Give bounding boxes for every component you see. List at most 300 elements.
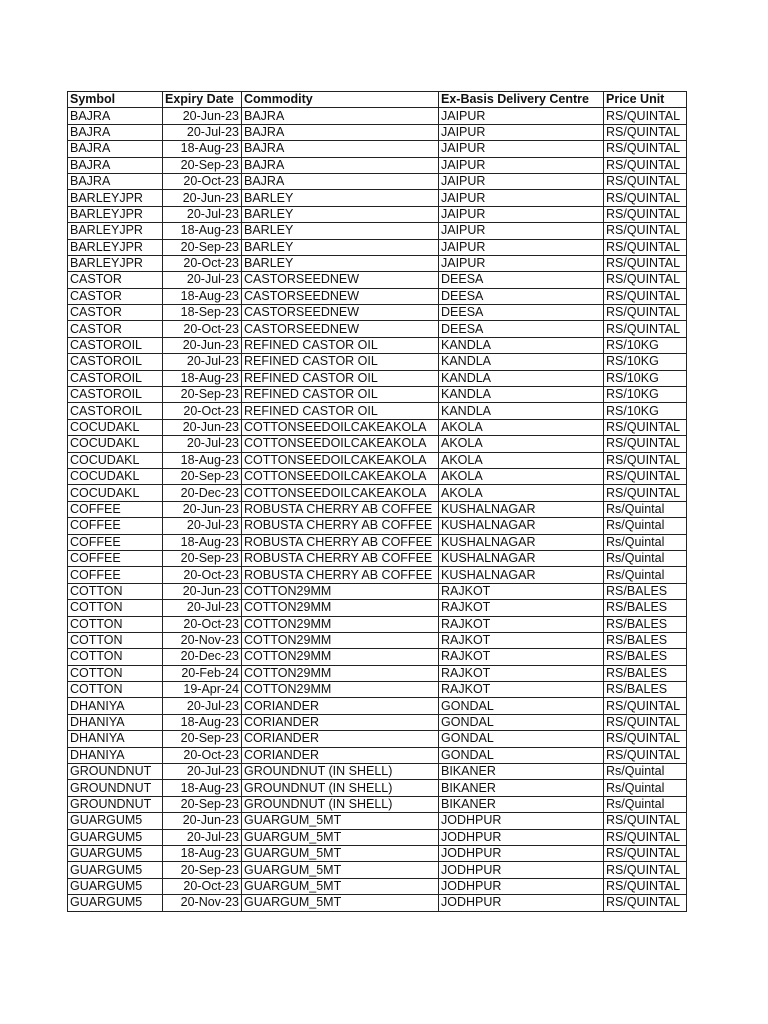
cell-delivery-centre: KANDLA: [439, 387, 604, 403]
cell-delivery-centre: KUSHALNAGAR: [439, 550, 604, 566]
cell-commodity: COTTON29MM: [242, 600, 439, 616]
cell-price-unit: RS/BALES: [604, 616, 687, 632]
table-row: [68, 370, 687, 386]
cell-expiry-date: 20-Sep-23: [163, 796, 242, 812]
cell-expiry-date: 20-Jun-23: [163, 190, 242, 206]
table-row: [68, 682, 687, 698]
cell-commodity: GUARGUM_5MT: [242, 813, 439, 829]
cell-delivery-centre: JODHPUR: [439, 895, 604, 911]
cell-symbol: COFFEE: [68, 567, 163, 583]
cell-price-unit: Rs/Quintal: [604, 796, 687, 812]
cell-commodity: CASTORSEEDNEW: [242, 272, 439, 288]
cell-expiry-date: 20-Jul-23: [163, 829, 242, 845]
table-row: [68, 108, 687, 124]
table-row: [68, 829, 687, 845]
cell-symbol: GUARGUM5: [68, 862, 163, 878]
cell-price-unit: RS/QUINTAL: [604, 272, 687, 288]
header-expiry-date: Expiry Date: [163, 92, 242, 108]
cell-commodity: CORIANDER: [242, 698, 439, 714]
cell-symbol: COFFEE: [68, 534, 163, 550]
cell-symbol: COFFEE: [68, 501, 163, 517]
table-row: [68, 173, 687, 189]
cell-commodity: COTTONSEEDOILCAKEAKOLA: [242, 485, 439, 501]
cell-expiry-date: 20-Jul-23: [163, 436, 242, 452]
cell-symbol: GUARGUM5: [68, 845, 163, 861]
cell-price-unit: Rs/Quintal: [604, 780, 687, 796]
cell-symbol: COTTON: [68, 682, 163, 698]
cell-commodity: REFINED CASTOR OIL: [242, 337, 439, 353]
cell-price-unit: RS/10KG: [604, 403, 687, 419]
cell-price-unit: RS/QUINTAL: [604, 895, 687, 911]
cell-symbol: COCUDAKL: [68, 485, 163, 501]
cell-symbol: BARLEYJPR: [68, 190, 163, 206]
cell-price-unit: RS/QUINTAL: [604, 124, 687, 140]
cell-expiry-date: 20-Jun-23: [163, 419, 242, 435]
cell-expiry-date: 20-Jul-23: [163, 600, 242, 616]
cell-expiry-date: 20-Jun-23: [163, 108, 242, 124]
cell-delivery-centre: KUSHALNAGAR: [439, 501, 604, 517]
cell-expiry-date: 20-Jun-23: [163, 501, 242, 517]
cell-symbol: BAJRA: [68, 173, 163, 189]
cell-symbol: COTTON: [68, 616, 163, 632]
header-price-unit: Price Unit: [604, 92, 687, 108]
cell-price-unit: RS/QUINTAL: [604, 419, 687, 435]
cell-delivery-centre: JODHPUR: [439, 862, 604, 878]
table-row: [68, 468, 687, 484]
cell-expiry-date: 20-Jul-23: [163, 272, 242, 288]
cell-expiry-date: 20-Oct-23: [163, 321, 242, 337]
cell-expiry-date: 20-Sep-23: [163, 387, 242, 403]
table-row: [68, 878, 687, 894]
cell-delivery-centre: JAIPUR: [439, 157, 604, 173]
cell-expiry-date: 20-Oct-23: [163, 747, 242, 763]
cell-symbol: GUARGUM5: [68, 895, 163, 911]
cell-expiry-date: 20-Sep-23: [163, 239, 242, 255]
cell-price-unit: RS/QUINTAL: [604, 288, 687, 304]
cell-commodity: ROBUSTA CHERRY AB COFFEE: [242, 501, 439, 517]
cell-commodity: CORIANDER: [242, 731, 439, 747]
cell-expiry-date: 20-Dec-23: [163, 649, 242, 665]
cell-price-unit: RS/QUINTAL: [604, 862, 687, 878]
table-row: [68, 157, 687, 173]
cell-symbol: BAJRA: [68, 124, 163, 140]
cell-commodity: COTTON29MM: [242, 665, 439, 681]
cell-expiry-date: 20-Sep-23: [163, 468, 242, 484]
table-row: [68, 223, 687, 239]
table-row: [68, 796, 687, 812]
cell-delivery-centre: JAIPUR: [439, 239, 604, 255]
cell-commodity: BARLEY: [242, 223, 439, 239]
cell-commodity: COTTON29MM: [242, 632, 439, 648]
cell-expiry-date: 20-Jul-23: [163, 698, 242, 714]
cell-delivery-centre: RAJKOT: [439, 583, 604, 599]
cell-commodity: BAJRA: [242, 141, 439, 157]
cell-delivery-centre: JODHPUR: [439, 845, 604, 861]
cell-symbol: COTTON: [68, 600, 163, 616]
table-row: [68, 141, 687, 157]
table-row: [68, 501, 687, 517]
cell-price-unit: RS/QUINTAL: [604, 747, 687, 763]
table-row: [68, 190, 687, 206]
cell-symbol: GROUNDNUT: [68, 764, 163, 780]
cell-symbol: COCUDAKL: [68, 468, 163, 484]
table-row: [68, 764, 687, 780]
cell-symbol: COTTON: [68, 632, 163, 648]
cell-expiry-date: 18-Aug-23: [163, 141, 242, 157]
cell-symbol: COTTON: [68, 665, 163, 681]
cell-commodity: ROBUSTA CHERRY AB COFFEE: [242, 518, 439, 534]
cell-price-unit: RS/QUINTAL: [604, 813, 687, 829]
cell-symbol: DHANIYA: [68, 714, 163, 730]
cell-expiry-date: 20-Nov-23: [163, 895, 242, 911]
cell-symbol: COFFEE: [68, 550, 163, 566]
table-row: [68, 698, 687, 714]
cell-delivery-centre: AKOLA: [439, 485, 604, 501]
table-row: [68, 665, 687, 681]
table-row: [68, 780, 687, 796]
cell-commodity: ROBUSTA CHERRY AB COFFEE: [242, 550, 439, 566]
cell-expiry-date: 20-Jul-23: [163, 124, 242, 140]
cell-delivery-centre: KUSHALNAGAR: [439, 518, 604, 534]
cell-delivery-centre: DEESA: [439, 288, 604, 304]
cell-expiry-date: 20-Feb-24: [163, 665, 242, 681]
cell-commodity: REFINED CASTOR OIL: [242, 354, 439, 370]
cell-symbol: CASTOROIL: [68, 337, 163, 353]
cell-symbol: CASTOROIL: [68, 387, 163, 403]
cell-price-unit: Rs/Quintal: [604, 764, 687, 780]
cell-commodity: COTTONSEEDOILCAKEAKOLA: [242, 419, 439, 435]
table-row: [68, 616, 687, 632]
cell-delivery-centre: GONDAL: [439, 698, 604, 714]
cell-delivery-centre: GONDAL: [439, 714, 604, 730]
cell-commodity: CASTORSEEDNEW: [242, 288, 439, 304]
cell-price-unit: RS/BALES: [604, 649, 687, 665]
cell-delivery-centre: RAJKOT: [439, 616, 604, 632]
cell-expiry-date: 18-Aug-23: [163, 845, 242, 861]
cell-symbol: COFFEE: [68, 518, 163, 534]
cell-price-unit: Rs/Quintal: [604, 550, 687, 566]
cell-delivery-centre: RAJKOT: [439, 600, 604, 616]
table-row: [68, 272, 687, 288]
cell-commodity: GROUNDNUT (IN SHELL): [242, 796, 439, 812]
cell-delivery-centre: JODHPUR: [439, 829, 604, 845]
cell-commodity: COTTONSEEDOILCAKEAKOLA: [242, 452, 439, 468]
cell-price-unit: RS/QUINTAL: [604, 714, 687, 730]
cell-symbol: CASTOR: [68, 272, 163, 288]
cell-expiry-date: 20-Oct-23: [163, 878, 242, 894]
cell-expiry-date: 20-Nov-23: [163, 632, 242, 648]
cell-delivery-centre: JODHPUR: [439, 878, 604, 894]
cell-price-unit: RS/QUINTAL: [604, 485, 687, 501]
cell-commodity: GROUNDNUT (IN SHELL): [242, 764, 439, 780]
cell-commodity: BAJRA: [242, 173, 439, 189]
cell-delivery-centre: DEESA: [439, 305, 604, 321]
cell-expiry-date: 18-Aug-23: [163, 452, 242, 468]
cell-commodity: CASTORSEEDNEW: [242, 321, 439, 337]
cell-expiry-date: 20-Sep-23: [163, 157, 242, 173]
cell-price-unit: Rs/Quintal: [604, 534, 687, 550]
cell-delivery-centre: BIKANER: [439, 780, 604, 796]
commodity-table: [67, 91, 687, 912]
cell-price-unit: Rs/Quintal: [604, 518, 687, 534]
header-delivery-centre: Ex-Basis Delivery Centre: [439, 92, 604, 108]
cell-commodity: CORIANDER: [242, 714, 439, 730]
cell-expiry-date: 20-Sep-23: [163, 862, 242, 878]
cell-expiry-date: 20-Jun-23: [163, 813, 242, 829]
table-row: [68, 550, 687, 566]
cell-symbol: GUARGUM5: [68, 878, 163, 894]
cell-delivery-centre: RAJKOT: [439, 665, 604, 681]
cell-price-unit: RS/QUINTAL: [604, 108, 687, 124]
cell-symbol: BARLEYJPR: [68, 255, 163, 271]
table-row: [68, 600, 687, 616]
cell-symbol: BAJRA: [68, 108, 163, 124]
cell-delivery-centre: BIKANER: [439, 764, 604, 780]
cell-delivery-centre: RAJKOT: [439, 649, 604, 665]
cell-symbol: GROUNDNUT: [68, 796, 163, 812]
cell-symbol: GUARGUM5: [68, 813, 163, 829]
cell-expiry-date: 20-Oct-23: [163, 255, 242, 271]
cell-symbol: DHANIYA: [68, 747, 163, 763]
cell-expiry-date: 19-Apr-24: [163, 682, 242, 698]
cell-expiry-date: 18-Aug-23: [163, 288, 242, 304]
cell-price-unit: RS/QUINTAL: [604, 239, 687, 255]
cell-delivery-centre: JAIPUR: [439, 223, 604, 239]
table-row: [68, 239, 687, 255]
cell-price-unit: RS/QUINTAL: [604, 190, 687, 206]
table-row: [68, 895, 687, 911]
cell-commodity: BAJRA: [242, 124, 439, 140]
cell-price-unit: RS/BALES: [604, 665, 687, 681]
cell-symbol: GUARGUM5: [68, 829, 163, 845]
cell-price-unit: RS/10KG: [604, 337, 687, 353]
cell-expiry-date: 18-Aug-23: [163, 370, 242, 386]
cell-expiry-date: 20-Oct-23: [163, 616, 242, 632]
cell-symbol: COCUDAKL: [68, 436, 163, 452]
cell-price-unit: RS/QUINTAL: [604, 321, 687, 337]
table-row: [68, 305, 687, 321]
cell-expiry-date: 20-Jul-23: [163, 206, 242, 222]
cell-delivery-centre: GONDAL: [439, 731, 604, 747]
cell-expiry-date: 20-Jul-23: [163, 354, 242, 370]
cell-price-unit: RS/QUINTAL: [604, 452, 687, 468]
cell-price-unit: RS/10KG: [604, 387, 687, 403]
cell-symbol: COCUDAKL: [68, 452, 163, 468]
cell-price-unit: RS/QUINTAL: [604, 829, 687, 845]
cell-symbol: BARLEYJPR: [68, 239, 163, 255]
cell-commodity: BARLEY: [242, 206, 439, 222]
cell-expiry-date: 20-Jul-23: [163, 518, 242, 534]
cell-commodity: GUARGUM_5MT: [242, 878, 439, 894]
cell-expiry-date: 20-Oct-23: [163, 567, 242, 583]
cell-price-unit: RS/BALES: [604, 583, 687, 599]
cell-price-unit: RS/10KG: [604, 354, 687, 370]
cell-commodity: COTTONSEEDOILCAKEAKOLA: [242, 436, 439, 452]
table-row: [68, 567, 687, 583]
cell-commodity: GROUNDNUT (IN SHELL): [242, 780, 439, 796]
table-row: [68, 452, 687, 468]
cell-commodity: REFINED CASTOR OIL: [242, 403, 439, 419]
cell-symbol: CASTOR: [68, 321, 163, 337]
cell-price-unit: RS/QUINTAL: [604, 223, 687, 239]
cell-price-unit: RS/QUINTAL: [604, 173, 687, 189]
table-row: [68, 649, 687, 665]
cell-price-unit: RS/QUINTAL: [604, 206, 687, 222]
table-row: [68, 747, 687, 763]
cell-delivery-centre: JAIPUR: [439, 141, 604, 157]
table-row: [68, 534, 687, 550]
cell-symbol: GROUNDNUT: [68, 780, 163, 796]
cell-delivery-centre: KUSHALNAGAR: [439, 534, 604, 550]
table-body: [68, 108, 687, 911]
cell-price-unit: RS/QUINTAL: [604, 878, 687, 894]
table-row: [68, 436, 687, 452]
cell-delivery-centre: KUSHALNAGAR: [439, 567, 604, 583]
cell-expiry-date: 18-Aug-23: [163, 714, 242, 730]
cell-delivery-centre: KANDLA: [439, 354, 604, 370]
cell-delivery-centre: AKOLA: [439, 419, 604, 435]
cell-price-unit: RS/QUINTAL: [604, 305, 687, 321]
table-row: [68, 731, 687, 747]
table-row: [68, 255, 687, 271]
cell-commodity: COTTON29MM: [242, 583, 439, 599]
cell-symbol: COTTON: [68, 649, 163, 665]
cell-commodity: BARLEY: [242, 255, 439, 271]
cell-expiry-date: 20-Jul-23: [163, 764, 242, 780]
cell-expiry-date: 20-Dec-23: [163, 485, 242, 501]
cell-expiry-date: 18-Aug-23: [163, 223, 242, 239]
cell-symbol: BAJRA: [68, 141, 163, 157]
table-row: [68, 632, 687, 648]
table-row: [68, 862, 687, 878]
cell-price-unit: Rs/Quintal: [604, 567, 687, 583]
cell-expiry-date: 20-Jun-23: [163, 583, 242, 599]
table-row: [68, 403, 687, 419]
cell-expiry-date: 18-Sep-23: [163, 305, 242, 321]
table-row: [68, 518, 687, 534]
cell-price-unit: RS/BALES: [604, 682, 687, 698]
cell-delivery-centre: JAIPUR: [439, 206, 604, 222]
cell-symbol: DHANIYA: [68, 731, 163, 747]
cell-commodity: COTTON29MM: [242, 616, 439, 632]
cell-commodity: COTTON29MM: [242, 649, 439, 665]
cell-commodity: COTTONSEEDOILCAKEAKOLA: [242, 468, 439, 484]
cell-symbol: BARLEYJPR: [68, 223, 163, 239]
cell-price-unit: RS/QUINTAL: [604, 731, 687, 747]
cell-commodity: BARLEY: [242, 190, 439, 206]
table-row: [68, 813, 687, 829]
cell-symbol: CASTOROIL: [68, 354, 163, 370]
table-row: [68, 583, 687, 599]
cell-delivery-centre: AKOLA: [439, 452, 604, 468]
cell-commodity: REFINED CASTOR OIL: [242, 370, 439, 386]
header-row: [68, 92, 687, 108]
cell-delivery-centre: JODHPUR: [439, 813, 604, 829]
cell-expiry-date: 20-Sep-23: [163, 731, 242, 747]
table-row: [68, 354, 687, 370]
cell-delivery-centre: JAIPUR: [439, 190, 604, 206]
cell-symbol: BARLEYJPR: [68, 206, 163, 222]
cell-commodity: ROBUSTA CHERRY AB COFFEE: [242, 534, 439, 550]
cell-price-unit: RS/QUINTAL: [604, 157, 687, 173]
table-row: [68, 845, 687, 861]
cell-symbol: CASTOR: [68, 305, 163, 321]
cell-delivery-centre: RAJKOT: [439, 632, 604, 648]
table-row: [68, 485, 687, 501]
cell-commodity: GUARGUM_5MT: [242, 862, 439, 878]
cell-price-unit: RS/QUINTAL: [604, 436, 687, 452]
cell-expiry-date: 20-Sep-23: [163, 550, 242, 566]
cell-delivery-centre: AKOLA: [439, 468, 604, 484]
header-commodity: Commodity: [242, 92, 439, 108]
cell-commodity: CORIANDER: [242, 747, 439, 763]
table-row: [68, 337, 687, 353]
cell-price-unit: RS/QUINTAL: [604, 698, 687, 714]
cell-symbol: BAJRA: [68, 157, 163, 173]
cell-price-unit: Rs/Quintal: [604, 501, 687, 517]
cell-expiry-date: 20-Oct-23: [163, 173, 242, 189]
cell-commodity: ROBUSTA CHERRY AB COFFEE: [242, 567, 439, 583]
cell-commodity: CASTORSEEDNEW: [242, 305, 439, 321]
cell-delivery-centre: JAIPUR: [439, 124, 604, 140]
cell-delivery-centre: JAIPUR: [439, 108, 604, 124]
cell-symbol: CASTOROIL: [68, 403, 163, 419]
cell-price-unit: RS/BALES: [604, 600, 687, 616]
cell-price-unit: RS/QUINTAL: [604, 255, 687, 271]
cell-price-unit: RS/10KG: [604, 370, 687, 386]
table-row: [68, 288, 687, 304]
cell-symbol: CASTOR: [68, 288, 163, 304]
cell-symbol: COTTON: [68, 583, 163, 599]
cell-price-unit: RS/QUINTAL: [604, 141, 687, 157]
cell-price-unit: RS/QUINTAL: [604, 845, 687, 861]
cell-commodity: BAJRA: [242, 157, 439, 173]
cell-commodity: BARLEY: [242, 239, 439, 255]
cell-symbol: DHANIYA: [68, 698, 163, 714]
cell-delivery-centre: JAIPUR: [439, 173, 604, 189]
cell-commodity: REFINED CASTOR OIL: [242, 387, 439, 403]
table-row: [68, 714, 687, 730]
cell-price-unit: RS/BALES: [604, 632, 687, 648]
cell-commodity: COTTON29MM: [242, 682, 439, 698]
cell-delivery-centre: KANDLA: [439, 370, 604, 386]
cell-delivery-centre: JAIPUR: [439, 255, 604, 271]
table-row: [68, 387, 687, 403]
cell-commodity: GUARGUM_5MT: [242, 895, 439, 911]
cell-delivery-centre: DEESA: [439, 272, 604, 288]
cell-delivery-centre: KANDLA: [439, 337, 604, 353]
cell-expiry-date: 18-Aug-23: [163, 780, 242, 796]
cell-price-unit: RS/QUINTAL: [604, 468, 687, 484]
cell-commodity: BAJRA: [242, 108, 439, 124]
cell-delivery-centre: AKOLA: [439, 436, 604, 452]
cell-symbol: COCUDAKL: [68, 419, 163, 435]
table-row: [68, 124, 687, 140]
table-row: [68, 419, 687, 435]
cell-expiry-date: 18-Aug-23: [163, 534, 242, 550]
cell-symbol: CASTOROIL: [68, 370, 163, 386]
cell-commodity: GUARGUM_5MT: [242, 829, 439, 845]
table-row: [68, 321, 687, 337]
cell-commodity: GUARGUM_5MT: [242, 845, 439, 861]
cell-delivery-centre: DEESA: [439, 321, 604, 337]
table-row: [68, 206, 687, 222]
cell-delivery-centre: RAJKOT: [439, 682, 604, 698]
cell-delivery-centre: BIKANER: [439, 796, 604, 812]
cell-expiry-date: 20-Oct-23: [163, 403, 242, 419]
cell-delivery-centre: GONDAL: [439, 747, 604, 763]
cell-expiry-date: 20-Jun-23: [163, 337, 242, 353]
